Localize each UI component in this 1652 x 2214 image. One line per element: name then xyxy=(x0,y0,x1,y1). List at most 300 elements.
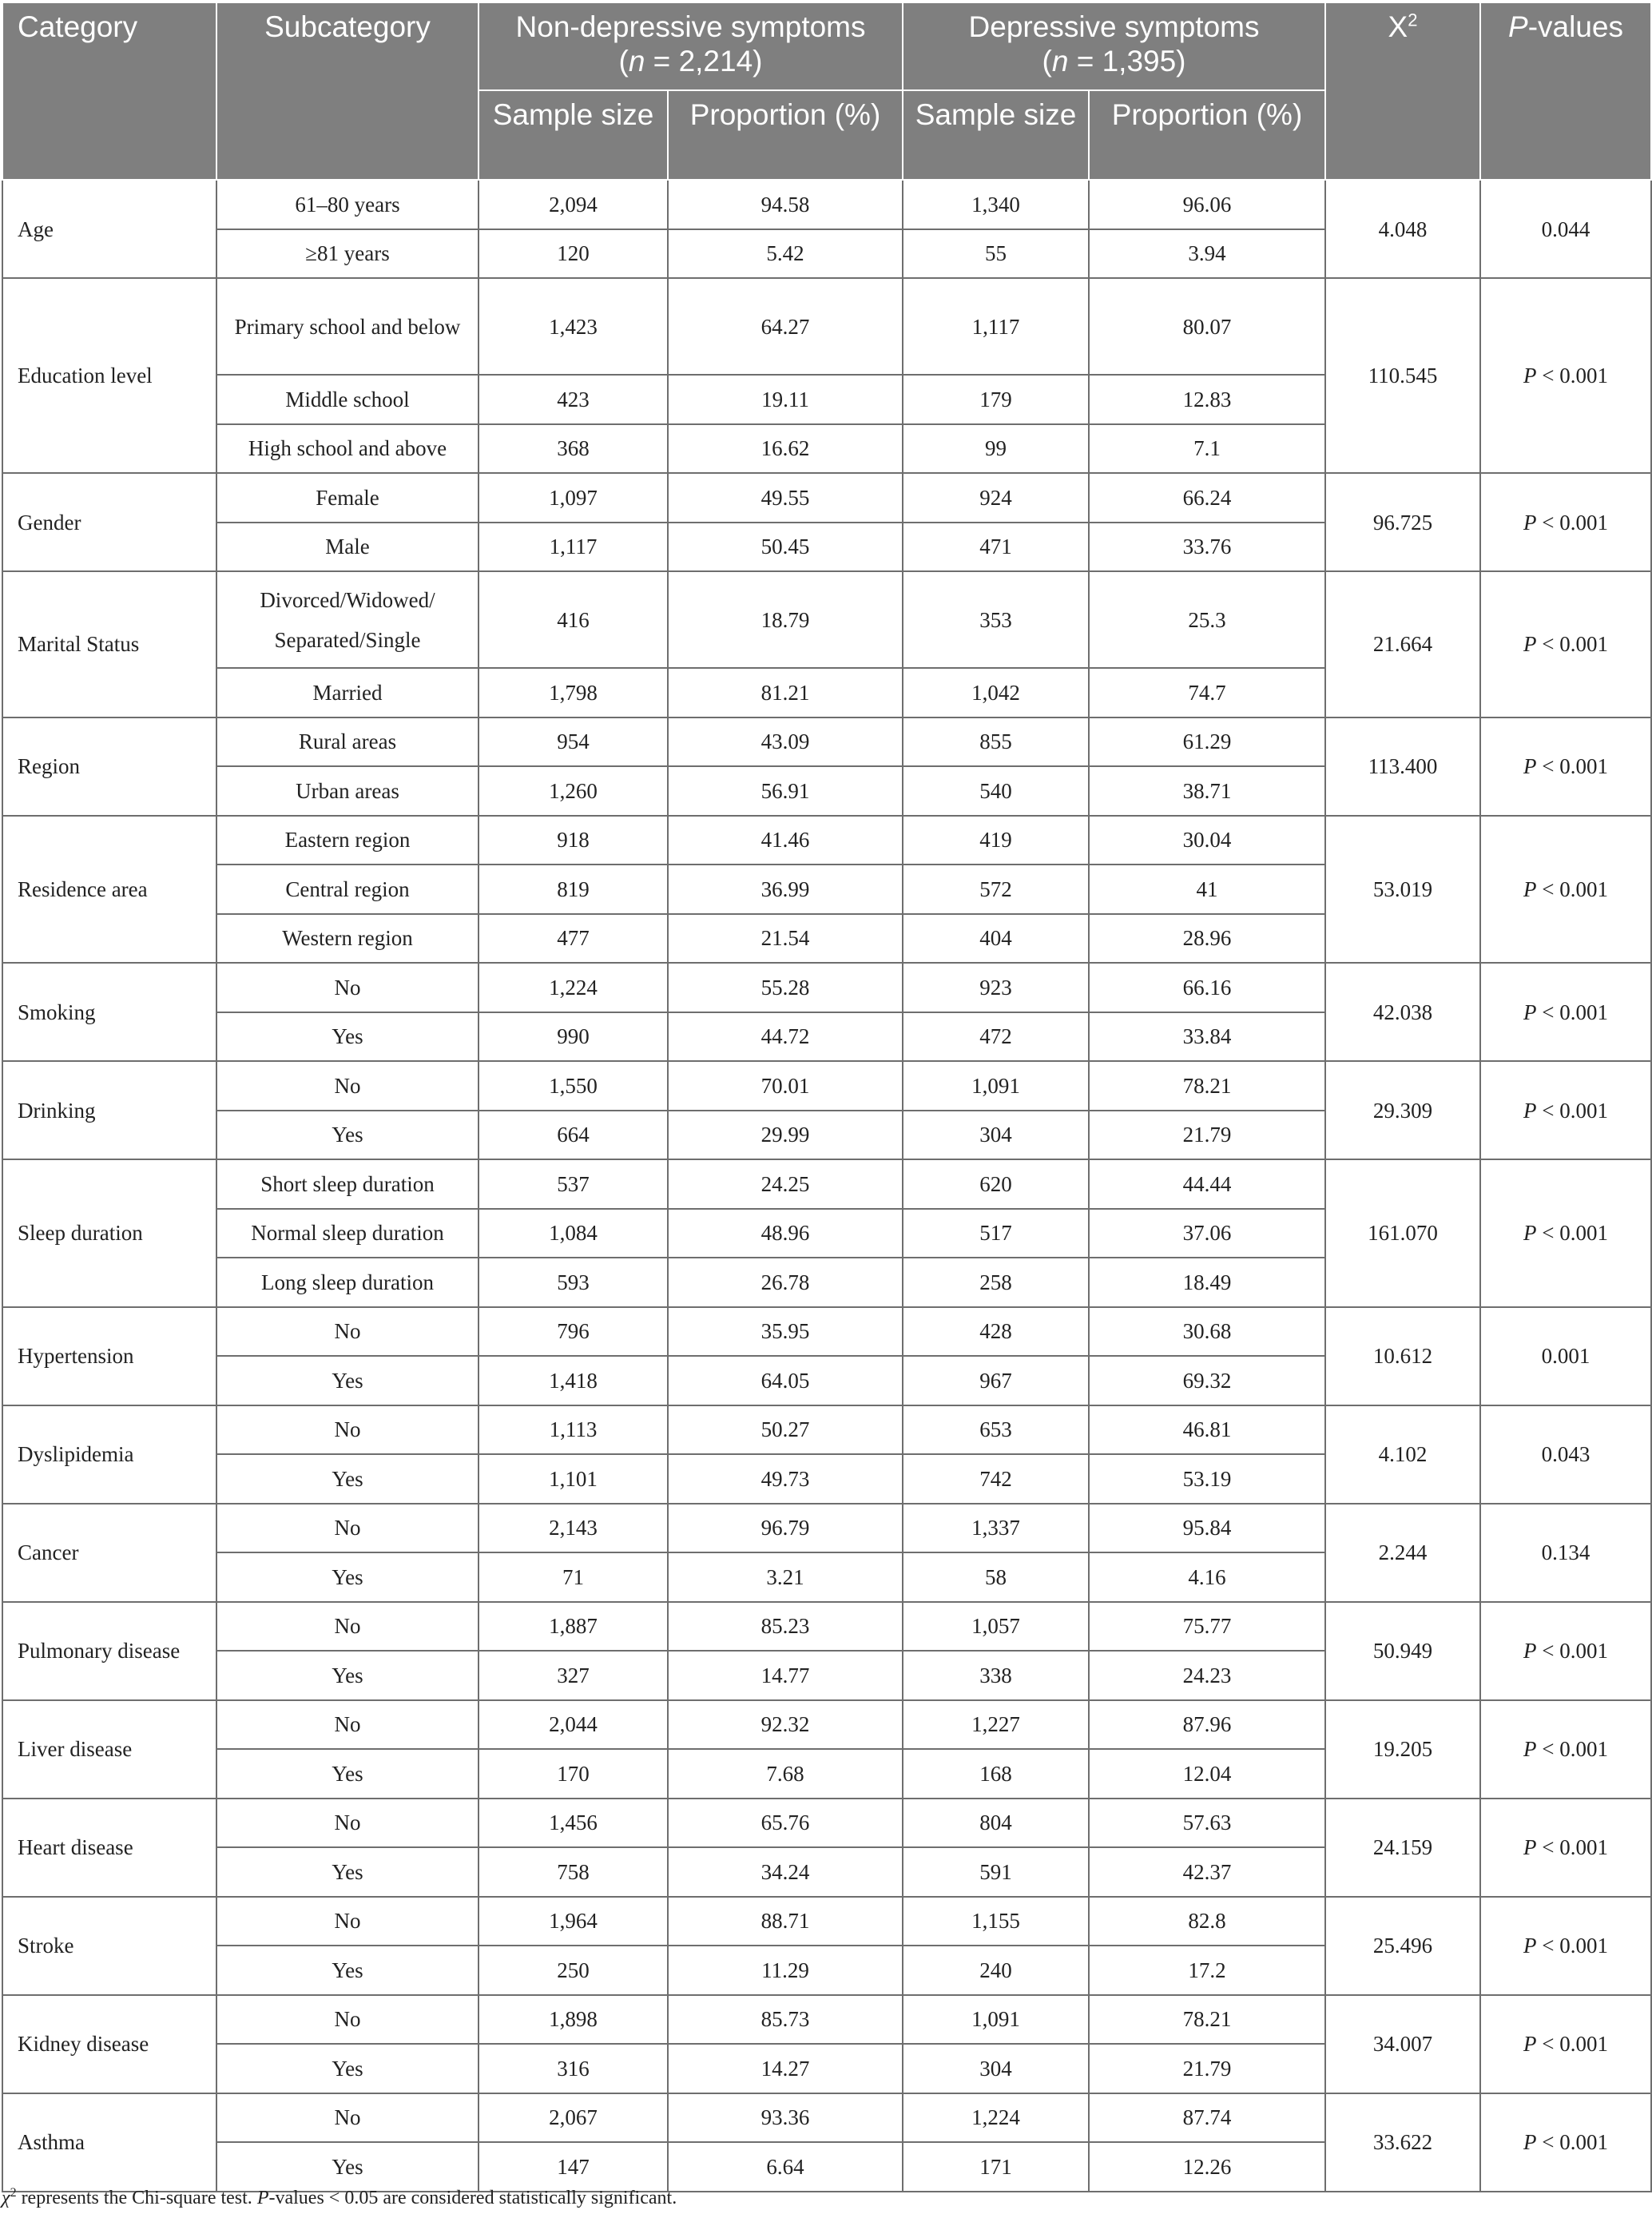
depressive-proportion: 78.21 xyxy=(1089,1995,1325,2045)
header-subcategory: Subcategory xyxy=(216,2,479,180)
p-value-threshold: < 0.001 xyxy=(1536,632,1608,657)
n-symbol: n xyxy=(628,45,645,78)
depressive-proportion: 12.83 xyxy=(1089,375,1325,424)
footnote-chi-symbol: χ xyxy=(2,2188,10,2208)
depressive-proportion: 96.06 xyxy=(1089,180,1325,229)
depressive-sample-size: 1,091 xyxy=(903,1061,1089,1111)
non-depressive-sample-size: 416 xyxy=(479,571,668,668)
p-value xyxy=(1480,1700,1651,1799)
subcategory-cell: Yes xyxy=(216,2142,479,2192)
p-value-threshold: < 0.001 xyxy=(1536,1000,1608,1024)
depressive-sample-size: 1,224 xyxy=(903,2093,1089,2143)
depressive-proportion: 33.76 xyxy=(1089,523,1325,572)
depressive-sample-size: 572 xyxy=(903,865,1089,914)
depressive-proportion: 21.79 xyxy=(1089,1111,1325,1160)
header-proportion-2: Proportion (%) xyxy=(1089,90,1325,180)
category-cell: Drinking xyxy=(2,1061,216,1159)
category-cell: Sleep duration xyxy=(2,1159,216,1307)
depressive-proportion: 75.77 xyxy=(1089,1602,1325,1652)
subcategory-cell: Yes xyxy=(216,1651,479,1700)
p-value-threshold: < 0.001 xyxy=(1536,1221,1608,1246)
non-depressive-proportion: 92.32 xyxy=(668,1700,903,1750)
non-depressive-proportion: 50.27 xyxy=(668,1405,903,1455)
depressive-sample-size: 353 xyxy=(903,571,1089,668)
non-depressive-proportion: 11.29 xyxy=(668,1946,903,1995)
depressive-sample-size: 168 xyxy=(903,1749,1089,1799)
category-cell: Hypertension xyxy=(2,1307,216,1405)
non-depressive-sample-size: 2,044 xyxy=(479,1700,668,1750)
depressive-sample-size: 967 xyxy=(903,1356,1089,1405)
table-row xyxy=(2,2093,1651,2143)
non-depressive-sample-size: 1,260 xyxy=(479,766,668,816)
table-row xyxy=(2,1405,1651,1455)
category-cell: Education level xyxy=(2,278,216,473)
non-depressive-sample-size: 1,456 xyxy=(479,1799,668,1848)
p-value-threshold: < 0.001 xyxy=(1536,1737,1608,1761)
p-label-rest: -values xyxy=(1527,10,1623,43)
non-depressive-proportion: 34.24 xyxy=(668,1847,903,1897)
p-value-threshold: < 0.001 xyxy=(1536,2130,1608,2154)
depressive-proportion: 57.63 xyxy=(1089,1799,1325,1848)
p-value xyxy=(1480,816,1651,964)
non-depressive-sample-size: 170 xyxy=(479,1749,668,1799)
depressive-sample-size: 742 xyxy=(903,1454,1089,1504)
category-cell: Pulmonary disease xyxy=(2,1602,216,1700)
non-depressive-sample-size: 1,097 xyxy=(479,473,668,523)
non-depressive-proportion: 85.73 xyxy=(668,1995,903,2045)
non-depressive-proportion: 93.36 xyxy=(668,2093,903,2143)
depressive-proportion: 17.2 xyxy=(1089,1946,1325,1995)
p-value: 0.134 xyxy=(1480,1504,1651,1602)
category-cell: Stroke xyxy=(2,1897,216,1995)
p-value xyxy=(1480,1995,1651,2093)
category-cell: Heart disease xyxy=(2,1799,216,1897)
p-value-letter: P xyxy=(1523,1934,1537,1958)
depressive-proportion: 18.49 xyxy=(1089,1258,1325,1307)
footnote-text-1: represents the Chi-square test. xyxy=(16,2188,257,2208)
p-value-threshold: < 0.001 xyxy=(1536,1934,1608,1958)
chi-square-value: 96.725 xyxy=(1325,473,1480,571)
depressive-sample-size: 1,091 xyxy=(903,1995,1089,2045)
p-value xyxy=(1480,1799,1651,1897)
depressive-proportion: 24.23 xyxy=(1089,1651,1325,1700)
non-depressive-sample-size: 954 xyxy=(479,717,668,767)
header-category: Category xyxy=(2,2,216,180)
non-depressive-sample-size: 477 xyxy=(479,914,668,964)
category-cell: Residence area xyxy=(2,816,216,964)
depressive-proportion: 12.26 xyxy=(1089,2142,1325,2192)
chi-square-value: 4.048 xyxy=(1325,180,1480,278)
depressive-sample-size: 428 xyxy=(903,1307,1089,1357)
subcategory-cell: Western region xyxy=(216,914,479,964)
non-depressive-sample-size: 1,101 xyxy=(479,1454,668,1504)
subcategory-cell: No xyxy=(216,963,479,1012)
non-depressive-sample-size: 2,094 xyxy=(479,180,668,229)
non-depressive-sample-size: 537 xyxy=(479,1159,668,1209)
depressive-proportion: 95.84 xyxy=(1089,1504,1325,1553)
table-row xyxy=(2,816,1651,865)
subcategory-cell: Divorced/Widowed/ Separated/Single xyxy=(216,571,479,668)
non-depressive-sample-size: 1,418 xyxy=(479,1356,668,1405)
subcategory-cell: No xyxy=(216,1504,479,1553)
header-chi-square xyxy=(1325,2,1480,180)
p-value-letter: P xyxy=(1523,2130,1537,2154)
header-proportion-1: Proportion (%) xyxy=(668,90,903,180)
subcategory-cell: No xyxy=(216,1602,479,1652)
non-depressive-proportion: 48.96 xyxy=(668,1209,903,1258)
non-depressive-sample-size: 327 xyxy=(479,1651,668,1700)
category-cell: Dyslipidemia xyxy=(2,1405,216,1504)
p-value-letter: P xyxy=(1523,1737,1537,1761)
chi-square-value: 25.496 xyxy=(1325,1897,1480,1995)
table-row xyxy=(2,1061,1651,1111)
depressive-proportion: 53.19 xyxy=(1089,1454,1325,1504)
non-depressive-proportion: 41.46 xyxy=(668,816,903,865)
p-value-letter: P xyxy=(1523,1000,1537,1024)
chi-square-value: 21.664 xyxy=(1325,571,1480,717)
non-depressive-proportion: 81.21 xyxy=(668,668,903,717)
non-depressive-sample-size: 1,084 xyxy=(479,1209,668,1258)
non-depressive-sample-size: 1,224 xyxy=(479,963,668,1012)
chi-square-value: 24.159 xyxy=(1325,1799,1480,1897)
header-p-values xyxy=(1480,2,1651,180)
non-depressive-sample-size: 918 xyxy=(479,816,668,865)
non-depressive-sample-size: 758 xyxy=(479,1847,668,1897)
depressive-sample-size: 472 xyxy=(903,1012,1089,1062)
subcategory-cell: Yes xyxy=(216,1749,479,1799)
non-depressive-proportion: 14.27 xyxy=(668,2044,903,2093)
depressive-sample-size: 1,117 xyxy=(903,278,1089,375)
table-row xyxy=(2,1700,1651,1750)
subcategory-cell: Yes xyxy=(216,1356,479,1405)
depressive-sample-size: 179 xyxy=(903,375,1089,424)
depressive-sample-size: 517 xyxy=(903,1209,1089,1258)
depressive-sample-size: 1,340 xyxy=(903,180,1089,229)
p-value xyxy=(1480,473,1651,571)
depressive-sample-size: 1,227 xyxy=(903,1700,1089,1750)
subcategory-cell: Rural areas xyxy=(216,717,479,767)
non-depressive-proportion: 16.62 xyxy=(668,424,903,474)
depressive-sample-size: 240 xyxy=(903,1946,1089,1995)
footnote-p-italic: P xyxy=(256,2188,269,2208)
depressive-proportion: 33.84 xyxy=(1089,1012,1325,1062)
non-depressive-sample-size: 423 xyxy=(479,375,668,424)
non-depressive-proportion: 24.25 xyxy=(668,1159,903,1209)
chi-square-value: 29.309 xyxy=(1325,1061,1480,1159)
p-value-threshold: < 0.001 xyxy=(1536,1639,1608,1663)
depressive-proportion: 80.07 xyxy=(1089,278,1325,375)
non-depressive-sample-size: 664 xyxy=(479,1111,668,1160)
depressive-sample-size: 419 xyxy=(903,816,1089,865)
non-depressive-n: (n = 2,214) xyxy=(618,45,763,78)
subcategory-cell: Yes xyxy=(216,1847,479,1897)
depressive-proportion: 37.06 xyxy=(1089,1209,1325,1258)
non-depressive-proportion: 29.99 xyxy=(668,1111,903,1160)
chi-square-value: 19.205 xyxy=(1325,1700,1480,1799)
subcategory-cell: No xyxy=(216,1307,479,1357)
chi-square-value: 2.244 xyxy=(1325,1504,1480,1602)
chi-square-value: 113.400 xyxy=(1325,717,1480,816)
table-row xyxy=(2,180,1651,229)
non-depressive-proportion: 96.79 xyxy=(668,1504,903,1553)
depressive-sample-size: 591 xyxy=(903,1847,1089,1897)
depressive-proportion: 3.94 xyxy=(1089,229,1325,279)
chi-square-value: 42.038 xyxy=(1325,963,1480,1061)
category-cell: Gender xyxy=(2,473,216,571)
depressive-proportion: 7.1 xyxy=(1089,424,1325,474)
p-value xyxy=(1480,1061,1651,1159)
depressive-proportion: 66.24 xyxy=(1089,473,1325,523)
non-depressive-title: Non-depressive symptoms xyxy=(515,10,866,43)
depressive-proportion: 30.04 xyxy=(1089,816,1325,865)
depressive-sample-size: 1,337 xyxy=(903,1504,1089,1553)
table-row xyxy=(2,717,1651,767)
category-cell: Kidney disease xyxy=(2,1995,216,2093)
non-depressive-sample-size: 1,113 xyxy=(479,1405,668,1455)
chi-square-value: 110.545 xyxy=(1325,278,1480,473)
table-body xyxy=(2,180,1651,2192)
chi-square-value: 53.019 xyxy=(1325,816,1480,964)
category-cell: Liver disease xyxy=(2,1700,216,1799)
chi-square-value: 50.949 xyxy=(1325,1602,1480,1700)
table-row xyxy=(2,1159,1651,1209)
p-value xyxy=(1480,571,1651,717)
depressive-proportion: 87.74 xyxy=(1089,2093,1325,2143)
footnote-text-2: -values < 0.05 are considered statistically significant. xyxy=(268,2188,677,2208)
non-depressive-sample-size: 316 xyxy=(479,2044,668,2093)
depressive-proportion: 87.96 xyxy=(1089,1700,1325,1750)
non-depressive-proportion: 14.77 xyxy=(668,1651,903,1700)
non-depressive-sample-size: 819 xyxy=(479,865,668,914)
table-row xyxy=(2,1995,1651,2045)
header-depressive xyxy=(903,2,1325,90)
depressive-sample-size: 338 xyxy=(903,1651,1089,1700)
p-value xyxy=(1480,1159,1651,1307)
depressive-sample-size: 620 xyxy=(903,1159,1089,1209)
non-depressive-sample-size: 796 xyxy=(479,1307,668,1357)
subcategory-cell: No xyxy=(216,2093,479,2143)
p-value-letter: P xyxy=(1523,510,1537,535)
table-row xyxy=(2,571,1651,668)
category-cell: Cancer xyxy=(2,1504,216,1602)
chi-label: X xyxy=(1388,10,1408,43)
table-row xyxy=(2,473,1651,523)
header-sample-size-2: Sample size xyxy=(903,90,1089,180)
non-depressive-sample-size: 593 xyxy=(479,1258,668,1307)
subcategory-cell: Yes xyxy=(216,1111,479,1160)
category-cell: Age xyxy=(2,180,216,278)
depressive-proportion: 44.44 xyxy=(1089,1159,1325,1209)
depressive-sample-size: 55 xyxy=(903,229,1089,279)
depressive-sample-size: 923 xyxy=(903,963,1089,1012)
non-depressive-sample-size: 71 xyxy=(479,1552,668,1602)
depressive-sample-size: 304 xyxy=(903,2044,1089,2093)
subcategory-cell: Primary school and below xyxy=(216,278,479,375)
subcategory-cell: No xyxy=(216,1061,479,1111)
subcategory-cell: Short sleep duration xyxy=(216,1159,479,1209)
subcategory-cell: Yes xyxy=(216,2044,479,2093)
non-depressive-sample-size: 2,067 xyxy=(479,2093,668,2143)
non-depressive-proportion: 94.58 xyxy=(668,180,903,229)
chi-superscript: 2 xyxy=(1408,10,1418,30)
chi-square-value: 33.622 xyxy=(1325,2093,1480,2192)
non-depressive-proportion: 85.23 xyxy=(668,1602,903,1652)
p-value: 0.043 xyxy=(1480,1405,1651,1504)
non-depressive-proportion: 70.01 xyxy=(668,1061,903,1111)
depressive-sample-size: 804 xyxy=(903,1799,1089,1848)
depressive-proportion: 4.16 xyxy=(1089,1552,1325,1602)
non-depressive-sample-size: 250 xyxy=(479,1946,668,1995)
subcategory-cell: Normal sleep duration xyxy=(216,1209,479,1258)
non-depressive-proportion: 36.99 xyxy=(668,865,903,914)
chi-square-value: 34.007 xyxy=(1325,1995,1480,2093)
chi-square-value: 161.070 xyxy=(1325,1159,1480,1307)
depressive-proportion: 41 xyxy=(1089,865,1325,914)
depressive-proportion: 46.81 xyxy=(1089,1405,1325,1455)
p-value xyxy=(1480,278,1651,473)
category-cell: Region xyxy=(2,717,216,816)
depressive-sample-size: 1,042 xyxy=(903,668,1089,717)
header-non-depressive xyxy=(479,2,903,90)
non-depressive-proportion: 19.11 xyxy=(668,375,903,424)
non-depressive-sample-size: 1,550 xyxy=(479,1061,668,1111)
footnote-chi-superscript: 2 xyxy=(10,2186,17,2200)
non-depressive-sample-size: 1,887 xyxy=(479,1602,668,1652)
p-value-letter: P xyxy=(1523,632,1537,657)
subcategory-cell: No xyxy=(216,1700,479,1750)
table-row xyxy=(2,1307,1651,1357)
depressive-sample-size: 171 xyxy=(903,2142,1089,2192)
table-row xyxy=(2,278,1651,375)
p-value xyxy=(1480,717,1651,816)
p-value-threshold: < 0.001 xyxy=(1536,1098,1608,1123)
table-row xyxy=(2,963,1651,1012)
p-value-threshold: < 0.001 xyxy=(1536,510,1608,535)
p-value-letter: P xyxy=(1523,1221,1537,1246)
chi-square-value: 10.612 xyxy=(1325,1307,1480,1405)
depressive-sample-size: 653 xyxy=(903,1405,1089,1455)
subcategory-cell: Yes xyxy=(216,1946,479,1995)
subcategory-cell: Central region xyxy=(216,865,479,914)
non-depressive-sample-size: 147 xyxy=(479,2142,668,2192)
subcategory-cell: No xyxy=(216,1405,479,1455)
baseline-characteristics-table xyxy=(2,2,1652,2192)
non-depressive-sample-size: 2,143 xyxy=(479,1504,668,1553)
non-depressive-proportion: 21.54 xyxy=(668,914,903,964)
non-depressive-proportion: 7.68 xyxy=(668,1749,903,1799)
p-value: 0.044 xyxy=(1480,180,1651,278)
p-value: 0.001 xyxy=(1480,1307,1651,1405)
p-value-threshold: < 0.001 xyxy=(1536,2032,1608,2056)
depressive-proportion: 30.68 xyxy=(1089,1307,1325,1357)
subcategory-cell: Male xyxy=(216,523,479,572)
header-sample-size-1: Sample size xyxy=(479,90,668,180)
depressive-title: Depressive symptoms xyxy=(968,10,1260,43)
depressive-sample-size: 1,155 xyxy=(903,1897,1089,1946)
depressive-sample-size: 1,057 xyxy=(903,1602,1089,1652)
subcategory-cell: No xyxy=(216,1799,479,1848)
depressive-proportion: 38.71 xyxy=(1089,766,1325,816)
non-depressive-proportion: 18.79 xyxy=(668,571,903,668)
non-depressive-sample-size: 120 xyxy=(479,229,668,279)
non-depressive-proportion: 44.72 xyxy=(668,1012,903,1062)
depressive-proportion: 66.16 xyxy=(1089,963,1325,1012)
non-depressive-proportion: 65.76 xyxy=(668,1799,903,1848)
non-depressive-sample-size: 1,898 xyxy=(479,1995,668,2045)
non-depressive-proportion: 50.45 xyxy=(668,523,903,572)
p-value-threshold: < 0.001 xyxy=(1536,754,1608,778)
p-value xyxy=(1480,1897,1651,1995)
p-value-letter: P xyxy=(1523,754,1537,778)
depressive-proportion: 42.37 xyxy=(1089,1847,1325,1897)
non-depressive-sample-size: 1,423 xyxy=(479,278,668,375)
subcategory-cell: Eastern region xyxy=(216,816,479,865)
depressive-proportion: 12.04 xyxy=(1089,1749,1325,1799)
depressive-proportion: 69.32 xyxy=(1089,1356,1325,1405)
depressive-sample-size: 404 xyxy=(903,914,1089,964)
p-value xyxy=(1480,963,1651,1061)
p-value-threshold: < 0.001 xyxy=(1536,364,1608,388)
depressive-proportion: 21.79 xyxy=(1089,2044,1325,2093)
depressive-sample-size: 924 xyxy=(903,473,1089,523)
non-depressive-sample-size: 1,798 xyxy=(479,668,668,717)
depressive-proportion: 28.96 xyxy=(1089,914,1325,964)
subcategory-cell: Yes xyxy=(216,1454,479,1504)
subcategory-cell: No xyxy=(216,1897,479,1946)
subcategory-cell: Middle school xyxy=(216,375,479,424)
non-depressive-proportion: 3.21 xyxy=(668,1552,903,1602)
non-depressive-proportion: 64.05 xyxy=(668,1356,903,1405)
depressive-sample-size: 99 xyxy=(903,424,1089,474)
p-value-letter: P xyxy=(1523,1835,1537,1859)
depressive-sample-size: 855 xyxy=(903,717,1089,767)
n-symbol: n xyxy=(1051,45,1069,78)
non-depressive-proportion: 88.71 xyxy=(668,1897,903,1946)
depressive-proportion: 82.8 xyxy=(1089,1897,1325,1946)
depressive-sample-size: 471 xyxy=(903,523,1089,572)
table-row xyxy=(2,1602,1651,1652)
non-depressive-sample-size: 990 xyxy=(479,1012,668,1062)
depressive-proportion: 61.29 xyxy=(1089,717,1325,767)
category-cell: Asthma xyxy=(2,2093,216,2192)
p-value xyxy=(1480,2093,1651,2192)
subcategory-cell: 61–80 years xyxy=(216,180,479,229)
subcategory-cell: High school and above xyxy=(216,424,479,474)
depressive-sample-size: 58 xyxy=(903,1552,1089,1602)
non-depressive-proportion: 49.73 xyxy=(668,1454,903,1504)
category-cell: Smoking xyxy=(2,963,216,1061)
subcategory-cell: Yes xyxy=(216,1012,479,1062)
subcategory-cell: Female xyxy=(216,473,479,523)
p-value-letter: P xyxy=(1523,364,1537,388)
p-value-threshold: < 0.001 xyxy=(1536,876,1608,901)
p-value-letter: P xyxy=(1523,876,1537,901)
chi-square-value: 4.102 xyxy=(1325,1405,1480,1504)
depressive-sample-size: 540 xyxy=(903,766,1089,816)
table-row xyxy=(2,1799,1651,1848)
non-depressive-proportion: 49.55 xyxy=(668,473,903,523)
non-depressive-sample-size: 368 xyxy=(479,424,668,474)
subcategory-cell: Married xyxy=(216,668,479,717)
p-value-letter: P xyxy=(1523,1098,1537,1123)
non-depressive-proportion: 6.64 xyxy=(668,2142,903,2192)
depressive-proportion: 78.21 xyxy=(1089,1061,1325,1111)
category-cell: Marital Status xyxy=(2,571,216,717)
p-value-letter: P xyxy=(1523,2032,1537,2056)
subcategory-cell: Long sleep duration xyxy=(216,1258,479,1307)
depressive-sample-size: 304 xyxy=(903,1111,1089,1160)
table-row xyxy=(2,1897,1651,1946)
